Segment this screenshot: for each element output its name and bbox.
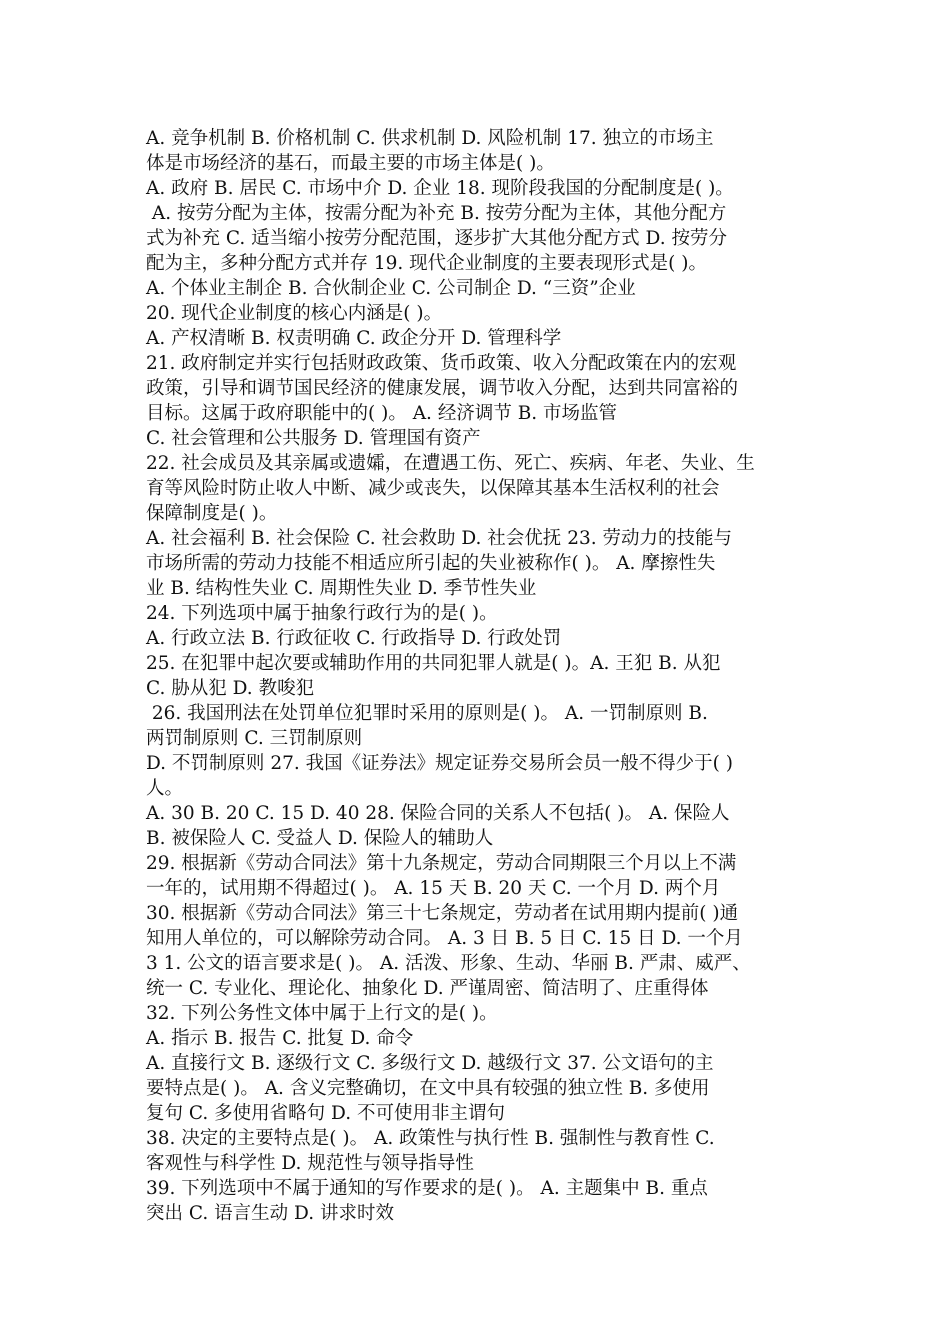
text-line: D. 不罚制原则 27. 我国《证券法》规定证券交易所会员一般不得少于( ) (146, 753, 733, 774)
text-line: 两罚制原则 C. 三罚制原则 (146, 728, 363, 749)
text-line: 29. 根据新《劳动合同法》第十九条规定，劳动合同期限三个月以上不满 (146, 853, 737, 874)
text-line: A. 指示 B. 报告 C. 批复 D. 命令 (146, 1028, 414, 1049)
text-line: 保障制度是( )。 (146, 503, 278, 524)
text-line: 客观性与科学性 D. 规范性与领导指导性 (146, 1153, 474, 1174)
text-line: 知用人单位的，可以解除劳动合同。 A. 3 日 B. 5 日 C. 15 日 D. 一个月 (146, 928, 743, 949)
text-line: A. 社会福利 B. 社会保险 C. 社会救助 D. 社会优抚 23. 劳动力的技能与 (146, 528, 732, 549)
text-line: 育等风险时防止收人中断、减少或丧失，以保障其基本生活权利的社会 (146, 478, 720, 499)
text-line: 3 1. 公文的语言要求是( )。 A. 活泼、形象、生动、华丽 B. 严肃、威严、 (146, 953, 751, 974)
text-line: A. 政府 B. 居民 C. 市场中介 D. 企业 18. 现阶段我国的分配制度是( )。 (146, 178, 734, 199)
text-line: 统一 C. 专业化、理论化、抽象化 D. 严谨周密、简洁明了、庄重得体 (146, 978, 709, 999)
text-line: A. 直接行文 B. 逐级行文 C. 多级行文 D. 越级行文 37. 公文语句的主 (146, 1053, 714, 1074)
text-line: 政策，引导和调节国民经济的健康发展，调节收入分配，达到共同富裕的 (146, 378, 739, 399)
text-line: A. 竞争机制 B. 价格机制 C. 供求机制 D. 风险机制 17. 独立的市场主 (146, 128, 714, 149)
text-line: 业 B. 结构性失业 C. 周期性失业 D. 季节性失业 (146, 578, 537, 599)
text-line: 25. 在犯罪中起次要或辅助作用的共同犯罪人就是( )。A. 王犯 B. 从犯 (146, 653, 721, 674)
text-line: B. 被保险人 C. 受益人 D. 保险人的辅助人 (146, 828, 494, 849)
text-line: C. 胁从犯 D. 教唆犯 (146, 678, 315, 699)
text-line: 一年的，试用期不得超过( )。 A. 15 天 B. 20 天 C. 一个月 D. 两个月 (146, 878, 721, 899)
text-line: 配为主，多种分配方式并存 19. 现代企业制度的主要表现形式是( )。 (146, 253, 708, 274)
text-line: 22. 社会成员及其亲属或遗孀，在遭遇工伤、死亡、疾病、年老、失业、生 (146, 453, 755, 474)
text-line: 市场所需的劳动力技能不相适应所引起的失业被称作( )。 A. 摩擦性失 (146, 553, 716, 574)
text-line: 式为补充 C. 适当缩小按劳分配范围，逐步扩大其他分配方式 D. 按劳分 (146, 228, 727, 249)
text-line: 要特点是( )。 A. 含义完整确切，在文中具有较强的独立性 B. 多使用 (146, 1078, 710, 1099)
text-line: C. 社会管理和公共服务 D. 管理国有资产 (146, 428, 481, 449)
text-line: A. 个体业主制企 B. 合伙制企业 C. 公司制企 D. “三资”企业 (146, 278, 636, 299)
text-line: 30. 根据新《劳动合同法》第三十七条规定，劳动者在试用期内提前( )通 (146, 903, 739, 924)
text-line: 39. 下列选项中不属于通知的写作要求的是( )。 A. 主题集中 B. 重点 (146, 1178, 708, 1199)
text-line: A. 按劳分配为主体，按需分配为补充 B. 按劳分配为主体，其他分配方 (146, 203, 727, 224)
text-line: 38. 决定的主要特点是( )。 A. 政策性与执行性 B. 强制性与教育性 C. (146, 1128, 715, 1149)
text-line: 26. 我国刑法在处罚单位犯罪时采用的原则是( )。 A. 一罚制原则 B. (146, 703, 708, 724)
text-line: 32. 下列公务性文体中属于上行文的是( )。 (146, 1003, 498, 1024)
text-line: 复句 C. 多使用省略句 D. 不可使用非主谓句 (146, 1103, 505, 1124)
document-body (146, 126, 826, 1226)
text-line: 目标。这属于政府职能中的( )。 A. 经济调节 B. 市场监管 (146, 403, 618, 424)
text-line: 21. 政府制定并实行包括财政政策、货币政策、收入分配政策在内的宏观 (146, 353, 737, 374)
text-line: A. 行政立法 B. 行政征收 C. 行政指导 D. 行政处罚 (146, 628, 562, 649)
text-line: A. 产权清晰 B. 权责明确 C. 政企分开 D. 管理科学 (146, 328, 562, 349)
text-line: A. 30 B. 20 C. 15 D. 40 28. 保险合同的关系人不包括( )。 A. 保险人 (146, 803, 730, 824)
text-line: 24. 下列选项中属于抽象行政行为的是( )。 (146, 603, 498, 624)
text-line: 人。 (146, 778, 184, 799)
text-line: 突出 C. 语言生动 D. 讲求时效 (146, 1203, 394, 1224)
text-line: 20. 现代企业制度的核心内涵是( )。 (146, 303, 443, 324)
text-line: 体是市场经济的基石，而最主要的市场主体是( )。 (146, 153, 555, 174)
